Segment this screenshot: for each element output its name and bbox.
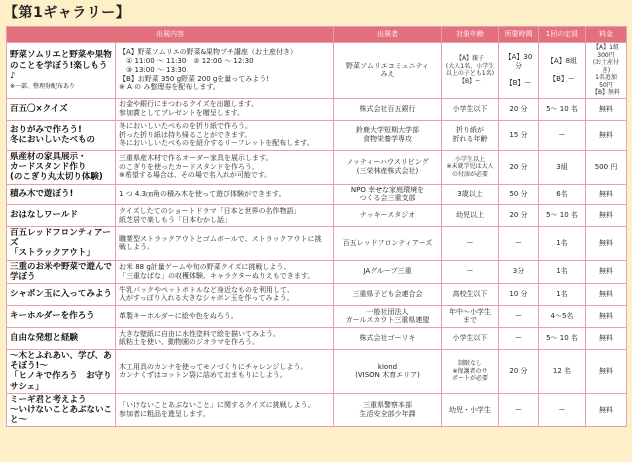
capacity: 5～ 10 名: [539, 98, 586, 120]
duration: 20 分: [499, 98, 539, 120]
fee: 無料: [586, 205, 627, 227]
exhibit-title: シャボン玉に入ってみよう: [10, 289, 112, 300]
target-age: 小学生以上 ※未就学児は大人 の付添が必要: [442, 150, 499, 184]
exhibit-note: ※一部、整理券配布あり: [10, 82, 76, 90]
exhibit-description: クイズしたてのショートドラマ「日本と世界の名作物語」 紙芝居で楽しもう「日本むかし話」: [116, 205, 334, 227]
fee: 無料: [586, 349, 627, 393]
exhibit-name: [7, 150, 116, 184]
exhibit-description: お米 88 g計量ゲームや旬の野菜クイズに挑戦しよう。 「三重なばな」の収穫体験、キャラクターぬりえもできます。: [116, 260, 334, 283]
exhibition-table: [6, 26, 627, 427]
fee: 無料: [586, 327, 627, 349]
table-row: [7, 43, 627, 99]
exhibit-description: 革製キーホルダーに絵や色をぬろう。: [116, 305, 334, 327]
capacity: ー: [539, 393, 586, 427]
exhibit-description: お金や銀行にまつわるクイズを出題します。 参加賞としてプレゼントを贈呈します。: [116, 98, 334, 120]
exhibit-title: 百五レッドフロンティアーズ 「ストラックアウト」: [10, 228, 111, 259]
exhibit-name: [7, 120, 116, 150]
header-fee: 料金: [586, 27, 627, 43]
exhibitor-name: NPO 幸せな家庭環境を つくる会三重支部: [334, 184, 442, 205]
fee: 無料: [586, 120, 627, 150]
target-age: ー: [442, 227, 499, 261]
table-row: [7, 120, 627, 150]
capacity: ー: [539, 120, 586, 150]
exhibit-name: [7, 283, 116, 305]
target-age: ー: [442, 260, 499, 283]
exhibitor-name: 株式会社百五銀行: [334, 98, 442, 120]
exhibit-description: 冬においしいたべものを折り紙で作ろう。 折った折り紙は持ち帰ることができます。 冬においしいたべものを紹介するリーフレットを配布します。: [116, 120, 334, 150]
target-age: 小学生以下: [442, 98, 499, 120]
exhibit-name: [7, 98, 116, 120]
exhibitor-name: kiond (VISON 木育エリア): [334, 349, 442, 393]
exhibitor-name: ナッキースタジオ: [334, 205, 442, 227]
target-age: 小学生以下: [442, 327, 499, 349]
duration: 50 分: [499, 184, 539, 205]
header-content: 出展内容: [7, 27, 334, 43]
table-row: [7, 184, 627, 205]
fee: 無料: [586, 393, 627, 427]
exhibit-description: 大きな壁紙に自由に水性塗料で絵を描いてみよう。 紙粘土を使い、動物園のジオラマを作ろう。: [116, 327, 334, 349]
exhibit-title: 野菜ソムリエと野菜や果物 のことを学ぼう!楽しもう♪: [10, 50, 112, 81]
exhibitor-name: 野菜ソムリエコミュニティ みえ: [334, 43, 442, 99]
exhibit-description: 木工用具のカンナを使ってモノづくりにチャレンジしよう。 カンナくずはコットン袋に詰めておまもりにしよう。: [116, 349, 334, 393]
exhibitor-name: 鈴鹿大学短期大学部 食物栄養学専攻: [334, 120, 442, 150]
exhibit-title: おはなしワールド: [10, 210, 78, 221]
capacity: 4～5名: [539, 305, 586, 327]
exhibit-title: 自由な発想と経験: [10, 333, 79, 344]
exhibitor-name: JAグループ三重: [334, 260, 442, 283]
capacity: 【A】8組 【B】ー: [539, 43, 586, 99]
exhibit-description: 1 つ 4.3㎝角の積み木を使って遊び体験ができます。: [116, 184, 334, 205]
fee: 無料: [586, 283, 627, 305]
fee: 無料: [586, 227, 627, 261]
fee: 【A】1組 300円 (お土産付き) 1名追加 50円 【B】無料: [586, 43, 627, 99]
duration: 15 分: [499, 120, 539, 150]
exhibitor-name: 一般社団法人 ガールスカウト三重県連盟: [334, 305, 442, 327]
exhibit-name: [7, 305, 116, 327]
capacity: 1名: [539, 227, 586, 261]
table-row: [7, 205, 627, 227]
exhibit-description: 職業型ストラックアウトとゴムボールで、ストラックアウトに挑 戦しよう。: [116, 227, 334, 261]
table-row: [7, 227, 627, 261]
duration: ー: [499, 227, 539, 261]
table-row: [7, 98, 627, 120]
exhibit-description: 三重県産木材で作るオーダー家具を展示します。 のこぎりを使ったカードスタンドを作ろう。 ※希望する場合は、その場で名入れが可能です。: [116, 150, 334, 184]
exhibit-title: 積み木で遊ぼう!: [10, 189, 74, 200]
duration: 3分: [499, 260, 539, 283]
table-row: [7, 305, 627, 327]
exhibit-title: ミーギ君と考えよう ～いけないことあぶないこと～: [10, 394, 113, 426]
duration: 20 分: [499, 349, 539, 393]
capacity: 1名: [539, 283, 586, 305]
exhibit-title: おりがみで作ろう! 冬においしいたべもの: [10, 124, 96, 145]
exhibit-description: 牛乳パックやペットボトルなど身近なものを利用して、 人がすっぽり入れる大きなシャボン玉を作ってみよう。: [116, 283, 334, 305]
capacity: 5～ 10 名: [539, 327, 586, 349]
header-capacity: 1回の定員: [539, 27, 586, 43]
capacity: 12 名: [539, 349, 586, 393]
exhibit-title: キーホルダーを作ろう: [10, 311, 95, 322]
exhibit-name: [7, 43, 116, 99]
exhibitor-name: 株式会社ゴーリキ: [334, 327, 442, 349]
capacity: 1名: [539, 260, 586, 283]
exhibit-name: [7, 393, 116, 427]
duration: 【A】30分 【B】ー: [499, 43, 539, 99]
exhibit-name: [7, 184, 116, 205]
target-age: 制限なし ※保護者のサ ポートが必要: [442, 349, 499, 393]
target-age: 折り紙が 折れる年齢: [442, 120, 499, 150]
duration: 20 分: [499, 205, 539, 227]
exhibit-title: 三重のお米や野菜で遊んで 学ぼう: [10, 261, 113, 282]
exhibit-title: 県産材の家具展示・ カードスタンド作り (のこぎり丸太切り体験): [10, 151, 103, 183]
fee: 無料: [586, 260, 627, 283]
table-row: [7, 150, 627, 184]
table-row: [7, 349, 627, 393]
target-age: 幼児・小学生: [442, 393, 499, 427]
target-age: 年中～小学生 まで: [442, 305, 499, 327]
duration: ー: [499, 393, 539, 427]
exhibit-name: [7, 327, 116, 349]
exhibit-description: 【A】野菜ソムリエの野菜&果物プチ講座（お土産付き） ① 11:00 ～ 11:30 ② 12:00 ～ 12:30 ③ 13:00 ～ 13:30 【B】お野菜 350 g野菜 200 gを量ってみよう! ※ A の み整理券を配布します。: [116, 43, 334, 99]
table-row: [7, 260, 627, 283]
fee: 無料: [586, 184, 627, 205]
duration: 10 分: [499, 283, 539, 305]
exhibit-name: [7, 260, 116, 283]
target-age: 3歳以上: [442, 184, 499, 205]
capacity: 6名: [539, 184, 586, 205]
exhibit-title: 百五〇×クイズ: [10, 103, 68, 114]
table-row: [7, 327, 627, 349]
exhibit-name: [7, 349, 116, 393]
exhibitor-name: ノッティーハウスリビング (三栄林産株式会社): [334, 150, 442, 184]
exhibit-title: ～木とふれあい、学び、あそぼう!～ 「ヒノキで作ろう お守りサシェ」: [10, 350, 112, 392]
fee: 無料: [586, 98, 627, 120]
target-age: 幼児以上: [442, 205, 499, 227]
exhibit-description: 「いけないことあぶないこと」に関するクイズに挑戦しよう。 参加者に粗品を進呈します。: [116, 393, 334, 427]
duration: ー: [499, 305, 539, 327]
header-age: 対象年齢: [442, 27, 499, 43]
exhibit-name: [7, 227, 116, 261]
table-header-row: [7, 27, 627, 43]
exhibitor-name: 三重県警察本部 生活安全部少年課: [334, 393, 442, 427]
fee: 500 円: [586, 150, 627, 184]
duration: ー: [499, 327, 539, 349]
header-time: 所要時間: [499, 27, 539, 43]
header-exhibitor: 出展者: [334, 27, 442, 43]
exhibit-name: [7, 205, 116, 227]
capacity: 3組: [539, 150, 586, 184]
exhibitor-name: 三重県子ども会連合会: [334, 283, 442, 305]
target-age: 高校生以下: [442, 283, 499, 305]
capacity: 5～ 10 名: [539, 205, 586, 227]
table-row: [7, 283, 627, 305]
duration: 20 分: [499, 150, 539, 184]
target-age: 【A】親子 (大人1名、小学生 以上の子ども1名) 【B】ー: [442, 43, 499, 99]
exhibitor-name: 百五レッドフロンティアーズ: [334, 227, 442, 261]
page-title: 【第1ギャラリー】: [4, 5, 131, 21]
fee: 無料: [586, 305, 627, 327]
table-row: [7, 393, 627, 427]
